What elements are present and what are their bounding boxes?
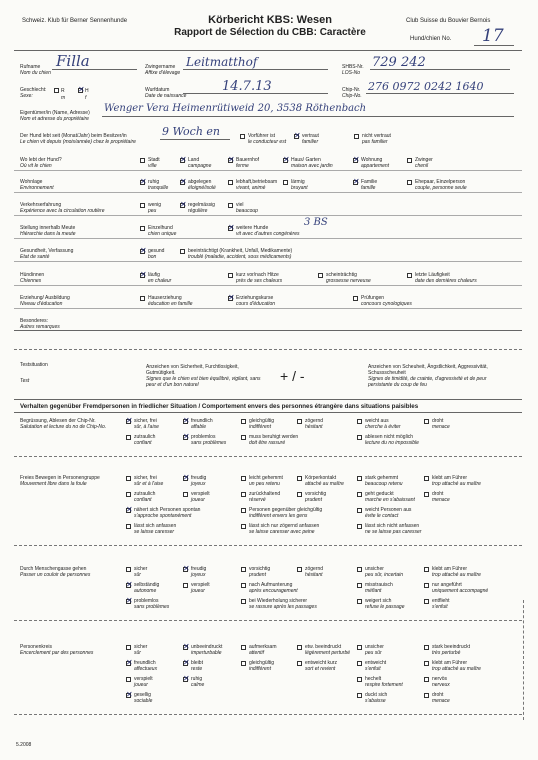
form-version: 5.2008 xyxy=(16,742,32,748)
option-label: sicher, frei sûr, à l'aise xyxy=(134,418,159,430)
option-checkbox[interactable] xyxy=(126,476,131,481)
option-label: ruhig tranquille xyxy=(148,179,169,191)
option-checkbox[interactable] xyxy=(240,134,245,139)
option-checkbox[interactable] xyxy=(357,583,362,588)
option-label: Prüfungen concours cynologiques xyxy=(361,295,412,307)
option-label: problemlos sans problèmes xyxy=(134,598,170,610)
besitz-value: 9 Woch en xyxy=(162,125,221,138)
option-checkbox[interactable] xyxy=(126,524,131,529)
option-checkbox[interactable] xyxy=(407,180,412,185)
option-label: zutraulich confiant xyxy=(134,491,156,503)
option-checkbox[interactable] xyxy=(424,492,429,497)
option-checkbox[interactable] xyxy=(297,492,302,497)
option-label: entweicht kurz sort et revient xyxy=(305,660,337,672)
birth-date-value: 14.7.13 xyxy=(222,79,272,94)
option-checkbox[interactable] xyxy=(241,567,246,572)
option-checkbox[interactable] xyxy=(228,203,233,208)
option-checkbox[interactable] xyxy=(180,249,185,254)
option-label: Ehepaar, Einzelperson couple, personne seule xyxy=(415,179,467,191)
option-checkbox[interactable] xyxy=(357,508,362,513)
dog-number-label: Hund/chien No. xyxy=(410,36,452,42)
option-checkbox[interactable] xyxy=(126,677,131,682)
option-label: Land campagne xyxy=(188,157,212,169)
option-label: nach Aufmunterung après encouragement xyxy=(249,582,298,594)
option-checkbox[interactable] xyxy=(183,645,188,650)
option-label: scheinträchtig grossesse nerveuse xyxy=(326,272,371,284)
option-label: gesellig sociable xyxy=(134,692,153,704)
option-checkbox[interactable] xyxy=(318,273,323,278)
option-label: weitere Hunde vit avec d'autres congénères xyxy=(236,225,300,237)
option-checkbox[interactable] xyxy=(424,677,429,682)
option-label: freudig joyeux xyxy=(191,566,207,578)
option-checkbox[interactable] xyxy=(140,203,145,208)
option-label: Bauernhof ferme xyxy=(236,157,260,169)
option-label: ruhig calme xyxy=(191,676,205,688)
option-label: beeinträchtigt (Krankheit, Unfall, Medikamente) troublé (maladie, accident, sous médicaments) xyxy=(188,248,293,260)
option-checkbox[interactable] xyxy=(126,599,131,604)
option-label: zögernd hésitant xyxy=(305,566,324,578)
option-checkbox[interactable] xyxy=(241,661,246,666)
option-label: regelmässig régulière xyxy=(188,202,215,214)
row-label: Stellung innerhalb Meute Hiérarchie dans la meute xyxy=(20,225,76,237)
option-checkbox[interactable] xyxy=(407,158,412,163)
option-label: problemlos sans problèmes xyxy=(191,434,227,446)
option-checkbox[interactable] xyxy=(126,567,131,572)
option-checkbox[interactable] xyxy=(424,693,429,698)
row-label: Wo lebt der Hund? Où vit le chien xyxy=(20,157,62,169)
option-label: entweicht s'enfuit xyxy=(365,660,387,672)
row-label: Erziehung/ Ausbildung Niveau d'éducation xyxy=(20,295,70,307)
option-label: verspielt joueur xyxy=(134,676,153,688)
option-checkbox[interactable] xyxy=(357,419,362,424)
option-checkbox[interactable] xyxy=(283,158,288,163)
option-checkbox[interactable] xyxy=(357,492,362,497)
other-dogs-note: 3 BS xyxy=(304,217,328,228)
option-checkbox[interactable] xyxy=(297,567,302,572)
option-label: nähert sich Personen spontan s'approche spontanément xyxy=(134,507,201,519)
option-checkbox[interactable] xyxy=(353,180,358,185)
option-checkbox[interactable] xyxy=(241,435,246,440)
option-checkbox[interactable] xyxy=(180,203,185,208)
option-checkbox[interactable] xyxy=(126,419,131,424)
rufname-value: Filla xyxy=(56,52,90,70)
option-checkbox[interactable] xyxy=(424,661,429,666)
option-label: duckt sich s'abaisse xyxy=(365,692,388,704)
option-checkbox[interactable] xyxy=(357,524,362,529)
option-label: Hauserziehung éducation en famille xyxy=(148,295,193,307)
option-label: stark gehemmt beaucoup retenu xyxy=(365,475,403,487)
option-label: hechelt respire fortement xyxy=(365,676,403,688)
option-label: misstrauisch méfiant xyxy=(365,582,393,594)
besitz-label: Der Hund lebt seit (Monat/Jahr) beim Besitzer/in Le chien vit depuis (mois/année) chez le propriétaire xyxy=(20,133,136,145)
option-checkbox[interactable] xyxy=(183,476,188,481)
sex-r-checkbox[interactable] xyxy=(54,88,59,93)
option-label: Zwinger chenil xyxy=(415,157,433,169)
option-label: weicht aus cherche à éviter xyxy=(365,418,401,430)
sex-label: Geschlecht: Sexe: xyxy=(20,87,47,99)
sex-h-label: H xyxy=(85,88,89,94)
option-label: sicher sûr xyxy=(134,566,148,578)
option-label: droht menace xyxy=(432,491,450,503)
option-checkbox[interactable] xyxy=(140,180,145,185)
option-checkbox[interactable] xyxy=(183,419,188,424)
option-label: gleichgültig indifférent xyxy=(249,418,275,430)
option-checkbox[interactable] xyxy=(126,435,131,440)
option-label: freundlich affable xyxy=(191,418,213,430)
test-positive-fr: Signes que le chien est bien équilibré, vigilant, sans peur et d'un bon naturel xyxy=(146,376,261,388)
option-checkbox[interactable] xyxy=(126,645,131,650)
option-checkbox[interactable] xyxy=(283,180,288,185)
option-checkbox[interactable] xyxy=(228,273,233,278)
option-label: Vorführer ist le conducteur est xyxy=(248,133,287,145)
option-checkbox[interactable] xyxy=(424,419,429,424)
option-checkbox[interactable] xyxy=(424,567,429,572)
option-checkbox[interactable] xyxy=(297,476,302,481)
option-checkbox[interactable] xyxy=(424,645,429,650)
option-label: unsicher peu sûr, incertain xyxy=(365,566,404,578)
option-label: ablesen nicht möglich lecture du no impossible xyxy=(365,434,419,446)
sh-value: 729 242 xyxy=(372,55,426,70)
option-checkbox[interactable] xyxy=(228,180,233,185)
option-checkbox[interactable] xyxy=(183,661,188,666)
row-label: Wohnlage Environnement xyxy=(20,179,54,191)
option-label: bei Wiederholung sicherer se rassure après les passages xyxy=(249,598,317,610)
remarks-label: Besonderes: Autres remarques xyxy=(20,318,60,330)
test-label: Test xyxy=(20,378,30,384)
option-label: Erziehungskurse cours d'éducation xyxy=(236,295,276,307)
option-label: vorsichtig prudent xyxy=(305,491,327,503)
option-label: leicht gehemmt un peu retenu xyxy=(249,475,283,487)
option-label: gesund bon xyxy=(148,248,165,260)
test-block-label: Freies Bewegen in Personengruppe Mouvement libre dans la foule xyxy=(20,475,100,487)
option-label: lärmig bruyant xyxy=(291,179,308,191)
option-label: lässt sich nur zögernd anfassen se laisse caresser avec peine xyxy=(249,523,320,535)
test-positive-de: Anzeichen von Sicherheit, Furchtlosigkeit, Gutmütigkeit. xyxy=(146,364,239,376)
option-label: unbeeindruckt imperturbable xyxy=(191,644,223,656)
option-label: letzte Läufigkeit date des dernières chaleurs xyxy=(415,272,477,284)
option-checkbox[interactable] xyxy=(241,492,246,497)
option-label: verspielt joueur xyxy=(191,582,210,594)
option-checkbox[interactable] xyxy=(357,677,362,682)
test-block-label: Personenkreis Encerclement par des personnes xyxy=(20,644,94,656)
option-label: zurückhaltend réservé xyxy=(249,491,281,503)
option-label: klebt am Führer trop attaché au maître xyxy=(432,566,481,578)
row-label: Hündinnen Chiennes xyxy=(20,272,45,284)
option-checkbox[interactable] xyxy=(183,567,188,572)
option-checkbox[interactable] xyxy=(241,524,246,529)
test-block-label: Begrüssung, Ablesen der Chip-Nr. Salutation et lecture du no de Chip-No. xyxy=(20,418,107,430)
test-negative-de: Anzeichen von Scheuheit, Ängstlichkeit, Aggressivität, Schussscheuheit xyxy=(368,364,488,376)
sex-r-label: R xyxy=(61,88,65,94)
option-label: entflieht s'enfuit xyxy=(432,598,450,610)
rufname-label: Rufname Nom du chien xyxy=(20,64,51,76)
option-checkbox[interactable] xyxy=(241,645,246,650)
option-label: freudig joyeux xyxy=(191,475,207,487)
dog-number-value: 17 xyxy=(482,26,504,46)
option-label: lebhaft,betriebsam vivant, animé xyxy=(236,179,278,191)
option-label: nervös nerveux xyxy=(432,676,450,688)
option-checkbox[interactable] xyxy=(126,492,131,497)
row-label: Verkehrserfahrung Expérience avec la circulation routière xyxy=(20,202,105,214)
option-checkbox[interactable] xyxy=(297,661,302,666)
option-checkbox[interactable] xyxy=(353,296,358,301)
option-label: Körperkontakt attaché au maître xyxy=(305,475,344,487)
option-label: Stadt ville xyxy=(148,157,160,169)
owner-value: Wenger Vera Heimenrütiweid 20, 3538 Röthenbach xyxy=(104,103,367,114)
option-checkbox[interactable] xyxy=(357,693,362,698)
owner-label: Eigentümer/in (Name, Adresse) Nom et adresse du propriétaire xyxy=(20,110,90,122)
option-label: nur angeführt uniquement accompagné xyxy=(432,582,489,594)
sex-f-label: f xyxy=(85,95,87,101)
option-checkbox[interactable] xyxy=(140,226,145,231)
test-situation-label: Testsituation xyxy=(20,362,48,368)
option-checkbox[interactable] xyxy=(297,645,302,650)
option-label: vorsichtig prudent xyxy=(249,566,271,578)
sh-label: SHBS-Nr. LOS-No xyxy=(342,64,364,76)
option-label: verspielt joueur xyxy=(191,491,210,503)
option-checkbox[interactable] xyxy=(424,599,429,604)
option-checkbox[interactable] xyxy=(228,158,233,163)
form-title: Körbericht KBS: Wesen xyxy=(208,14,332,26)
option-label: geht geduckt marche en s'abaissant xyxy=(365,491,415,503)
option-checkbox[interactable] xyxy=(183,583,188,588)
option-label: wenig peu xyxy=(148,202,162,214)
option-checkbox[interactable] xyxy=(353,158,358,163)
option-checkbox[interactable] xyxy=(140,249,145,254)
option-label: nicht vertraut pas familier xyxy=(362,133,391,145)
option-checkbox[interactable] xyxy=(241,583,246,588)
option-label: zögernd hésitant xyxy=(305,418,324,430)
option-checkbox[interactable] xyxy=(140,273,145,278)
option-label: viel beaucoup xyxy=(236,202,258,214)
option-checkbox[interactable] xyxy=(357,476,362,481)
option-checkbox[interactable] xyxy=(183,435,188,440)
option-checkbox[interactable] xyxy=(407,273,412,278)
option-label: selbständig autonome xyxy=(134,582,160,594)
option-label: stark beeindruckt très perturbé xyxy=(432,644,471,656)
option-label: etw. beeindruckt légèrement perturbé xyxy=(305,644,351,656)
form-subtitle: Rapport de Sélection du CBB: Caractère xyxy=(174,27,366,38)
option-label: freundlich affectueux xyxy=(134,660,158,672)
option-checkbox[interactable] xyxy=(228,226,233,231)
option-label: sicher sûr xyxy=(134,644,148,656)
birth-date-label: Wurfdatum Date de naissance xyxy=(145,87,187,99)
option-checkbox[interactable] xyxy=(241,419,246,424)
row-label: Gesundheit, Verfassung Etat de santé xyxy=(20,248,74,260)
option-label: Haus/ Garten maison avec jardin xyxy=(291,157,333,169)
option-checkbox[interactable] xyxy=(140,158,145,163)
option-label: klebt am Führer trop attaché au maître xyxy=(432,660,481,672)
option-checkbox[interactable] xyxy=(357,645,362,650)
sex-h-checkbox[interactable] xyxy=(78,88,83,93)
option-label: kurz vor/nach Hitze près de ses chaleurs xyxy=(236,272,283,284)
option-label: lässt sich nicht anfassen ne se laisse pas caresser xyxy=(365,523,422,535)
test-block-label: Durch Menschengasse gehen Passer un couloir de personnes xyxy=(20,566,91,578)
option-label: bleibt reste xyxy=(191,660,203,672)
option-checkbox[interactable] xyxy=(241,599,246,604)
club-name-de: Schweiz. Klub für Berner Sennenhunde xyxy=(22,18,128,24)
chip-label: Chip-Nr. Chip-No. xyxy=(342,87,362,99)
option-checkbox[interactable] xyxy=(180,180,185,185)
option-label: gleichgültig indifférent xyxy=(249,660,275,672)
chip-value: 276 0972 0242 1640 xyxy=(368,80,484,93)
option-checkbox[interactable] xyxy=(126,693,131,698)
zwinger-value: Leitmatthof xyxy=(186,55,258,69)
option-checkbox[interactable] xyxy=(354,134,359,139)
option-label: muss beruhigt werden doit être rassuré xyxy=(249,434,299,446)
option-checkbox[interactable] xyxy=(357,599,362,604)
test-plus-minus: + / - xyxy=(280,368,305,384)
option-checkbox[interactable] xyxy=(180,158,185,163)
option-checkbox[interactable] xyxy=(357,435,362,440)
sex-m-label: m xyxy=(61,95,66,101)
option-label: sicher, frei sûr et à l'aise xyxy=(134,475,164,487)
option-checkbox[interactable] xyxy=(294,134,299,139)
option-checkbox[interactable] xyxy=(140,296,145,301)
option-checkbox[interactable] xyxy=(228,296,233,301)
option-label: aufmerksam attentif xyxy=(249,644,277,656)
club-name-fr: Club Suisse du Bouvier Bernois xyxy=(406,18,491,24)
option-checkbox[interactable] xyxy=(126,508,131,513)
option-checkbox[interactable] xyxy=(183,677,188,682)
option-label: droht menace xyxy=(432,418,450,430)
option-label: Wohnung appartement xyxy=(361,157,390,169)
option-label: weicht Personen aus évite le contact xyxy=(365,507,412,519)
option-label: vertraut familier xyxy=(302,133,319,145)
option-label: läufig en chaleur xyxy=(148,272,172,284)
option-label: klebt am Führer trop attaché au maître xyxy=(432,475,481,487)
option-checkbox[interactable] xyxy=(424,583,429,588)
option-checkbox[interactable] xyxy=(126,661,131,666)
option-checkbox[interactable] xyxy=(424,476,429,481)
option-label: Familie famille xyxy=(361,179,378,191)
test-negative-fr: Signes de timidité, de crainte, d'agressivité et de peur persistante du coup de feu xyxy=(368,376,487,388)
option-checkbox[interactable] xyxy=(297,419,302,424)
option-label: Einzelhund chien unique xyxy=(148,225,177,237)
section-title: Verhalten gegenüber Fremdpersonen in friedlicher Situation / Comportement envers des personnes étrangère dans situations paisibles xyxy=(20,403,419,410)
option-checkbox[interactable] xyxy=(183,492,188,497)
option-checkbox[interactable] xyxy=(241,476,246,481)
option-checkbox[interactable] xyxy=(126,583,131,588)
zwinger-label: Zwingername Affixe d'élevage xyxy=(145,64,181,76)
option-label: zutraulich confiant xyxy=(134,434,156,446)
option-label: droht menace xyxy=(432,692,450,704)
option-label: Personen gegenüber gleichgültig indifférent envers les gens xyxy=(249,507,323,519)
option-checkbox[interactable] xyxy=(241,508,246,513)
option-checkbox[interactable] xyxy=(357,567,362,572)
option-label: abgelegen éloigné/isolé xyxy=(188,179,216,191)
option-label: unsicher peu sûr xyxy=(365,644,384,656)
option-label: weigert sich refuse le passage xyxy=(365,598,405,610)
option-checkbox[interactable] xyxy=(357,661,362,666)
option-label: lässt sich anfassen se laisse caresser xyxy=(134,523,177,535)
